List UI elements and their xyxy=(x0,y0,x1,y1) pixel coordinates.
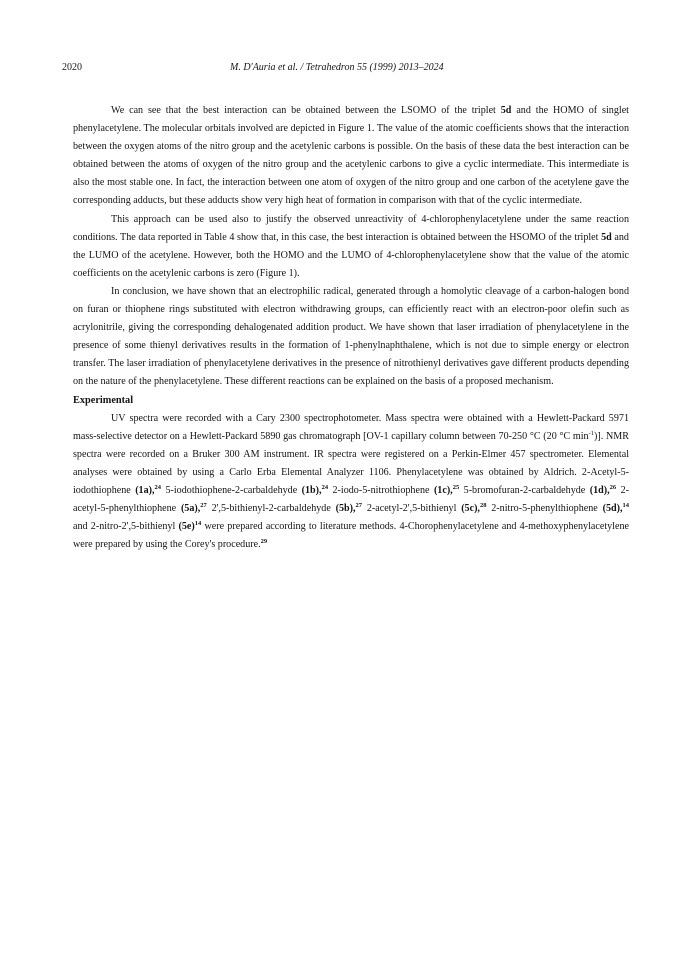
paragraph-unreactivity: This approach can be used also to justify the observed unreactivity of 4-chlorophenylacetylene under the same reaction conditions. The data reported in Table 4 show that, in this case, the best interaction is obtained between the HSOMO of the triplet 5d and the LUMO of the acetylene. However, both the HOMO and the LUMO of 4-chlorophenylacetylene show that the value of the atomic coefficients on the acetylenic carbons is zero (Figure 1). xyxy=(73,213,629,279)
compound-ref: (1d), xyxy=(589,484,610,496)
compound-ref: (5c), xyxy=(461,503,480,515)
compound-ref: 5d xyxy=(500,105,512,116)
compound-ref: (1c), xyxy=(433,484,453,496)
citation-ref: 27 xyxy=(200,502,207,510)
running-header xyxy=(62,62,632,78)
compound-ref: (1a), xyxy=(135,484,155,496)
citation-ref: 24 xyxy=(154,483,162,491)
citation-ref: 14 xyxy=(194,520,202,528)
paragraph-orbital-interaction: We can see that the best interaction can be obtained between the LSOMO of the triplet 5d and the HOMO of singlet phenylacetylene. The molecular orbitals involved are depicted in Figure 1. The value of the atomic coefficients shows that the interaction between the oxygen atoms of the nitro group and the acetylenic carbons is possible. On the basis of these data the best interaction can be obtained between the atoms of oxygen of the nitro group and the acetylenic carbons to give a cyclic intermediate. This intermediate is also the most stable one. In fact, the interaction between one atom of oxygen of the nitro group and one carbon of the acetylene gave the corresponding adducts, but these adducts show very high heat of formation in comparison with that of the cyclic intermediate. xyxy=(73,105,629,207)
section-heading-experimental: Experimental xyxy=(73,394,134,406)
exponent: -1 xyxy=(588,429,595,437)
citation-ref: 28 xyxy=(479,502,487,510)
compound-ref: (5b), xyxy=(335,503,356,515)
compound-ref: (5a), xyxy=(180,503,201,515)
article-body xyxy=(73,102,629,554)
compound-ref: (1b), xyxy=(301,484,322,496)
compound-ref: 5d xyxy=(601,231,612,243)
journal-reference: M. D'Auria et al. / Tetrahedron 55 (1999) 2013–2024 xyxy=(230,62,444,73)
paragraph-experimental: UV spectra were recorded with a Cary 2300 spectrophotometer. Mass spectra were obtained with a Hewlett-Packard 5971 mass-selective detector on a Hewlett-Packard 5890 gas chromatograph [OV-1 capillary column between 70-250 °C (20 °C $\min^{-1}$)]. NMR spectra were recorded on a Bruker 300 AM instrument. IR spectra were registered on a Perkin-Elmer 457 spectrometer. Elemental analyses were obtained by using a Carlo Erba Elemental Analyzer 1106. Phenylacetylene was obtained by Aldrich. 2-Acetyl-5-iodothiophene (1a),$^{24}$ 5-iodothiophene-2-carbaldehyde (1b),$^{24}$ 2-iodo-5-nitrothiophene (1c),$^{25}$ 5-bromofuran-2-carbaldehyde (1d),$^{26}$ 2-acetyl-5-phenylthiophene (5a),$^{27}$ 2',5-bithienyl-2-carbaldehyde (5b),$^{27}$ 2-acetyl-2',5-bithienyl (5c),$^{28}$ 2-nitro-5-phenylthiophene (5d),$^{14}$ and 2-nitro-2',5-bithienyl $(5e)^{14}$ were prepared according to literature methods. 4-Chorophenylacetylene and 4-methoxyphenylacetylene were prepared by using the Corey's procedure.$^{29}$ xyxy=(73,412,629,551)
page-number: 2020 xyxy=(62,62,82,73)
citation-ref: 14 xyxy=(622,502,629,510)
citation-ref: 26 xyxy=(609,483,617,491)
citation-ref: 27 xyxy=(355,502,363,510)
citation-ref: 24 xyxy=(321,483,329,491)
paragraph-conclusion: In conclusion, we have shown that an electrophilic radical, generated through a homolytic cleavage of a carbon-halogen bond on furan or thiophene rings substituted with electron withdrawing groups, can efficiently react with an electron-poor olefin such as acrylonitrile, giving the corresponding dehalogenated addition product. We have shown that laser irradiation of phenylacetylene in the presence of some thienyl derivatives results in the formation of 1-phenylnaphthalene, which is not due to simple energy or electron transfer. The laser irradiation of phenylacetylene derivatives in the presence of nitrothienyl derivatives gave different products depending on the nature of the phenylacetylene. These different reactions can be explained on the basis of a proposed mechanism. xyxy=(73,285,629,388)
compound-ref: (5d), xyxy=(602,503,623,515)
citation-ref: 25 xyxy=(452,483,460,491)
citation-ref: 29 xyxy=(260,538,268,546)
compound-ref: (5e) xyxy=(178,521,195,533)
